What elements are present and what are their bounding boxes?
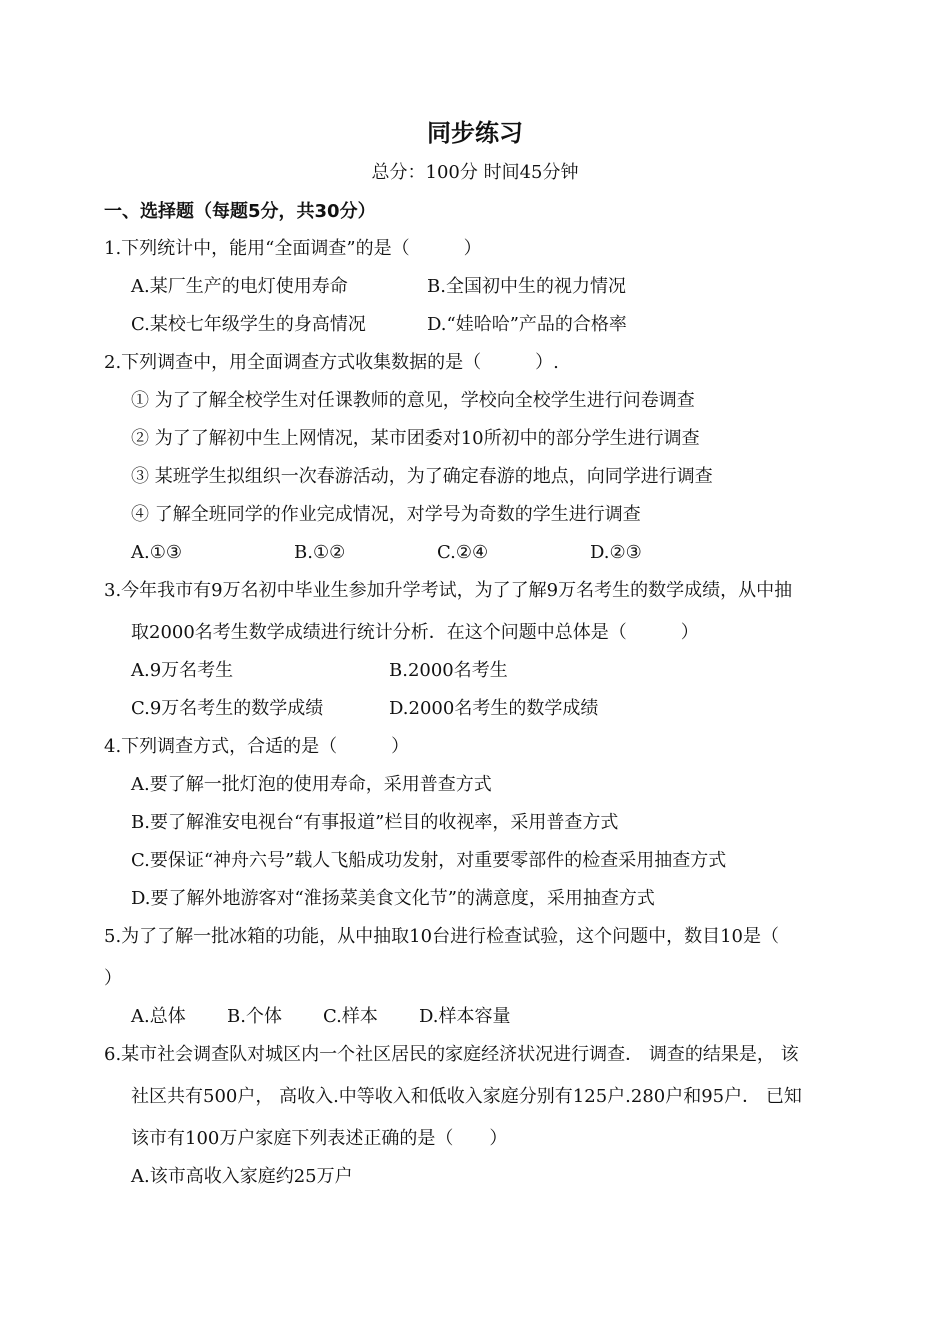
question-1-option-a: A.某厂生产的电灯使用寿命 [131,276,348,297]
question-2-statement-4: ④ 了解全班同学的作业完成情况，对学号为奇数的学生进行调查 [131,504,641,525]
question-4-option-c: C.要保证“神舟六号”载人飞船成功发射，对重要零部件的检查采用抽查方式 [131,850,727,871]
question-3-option-a: A.9万名考生 [131,660,234,681]
question-2-option-a: A.①③ [131,542,182,563]
question-2-option-b: B.①② [294,542,346,563]
question-3-option-c: C.9万名考生的数学成绩 [131,698,324,719]
question-4-option-b: B.要了解淮安电视台“有事报道”栏目的收视率，采用普查方式 [131,812,619,833]
question-5-option-c: C.样本 [323,1006,378,1027]
question-2-option-c: C.②④ [437,542,489,563]
question-2-statement-3: ③ 某班学生拟组织一次春游活动，为了确定春游的地点，向同学进行调查 [131,466,713,487]
question-2-statement-1: ① 为了了解全校学生对任课教师的意见，学校向全校学生进行问卷调查 [131,390,695,411]
question-2-stem: 2.下列调查中，用全面调查方式收集数据的是（ ）. [104,352,559,373]
question-5-stem-line-2: ） [104,968,122,989]
page-title: 同步练习 [427,119,523,147]
question-6-stem-line-3: 该市有100万户家庭下列表述正确的是（ ） [131,1128,508,1149]
question-4-stem: 4.下列调查方式，合适的是（ ） [104,736,410,757]
question-5-option-d: D.样本容量 [419,1006,511,1027]
section-heading: 一、选择题（每题5分，共30分） [104,201,376,222]
question-4-option-a: A.要了解一批灯泡的使用寿命，采用普查方式 [131,774,492,795]
question-5-option-a: A.总体 [131,1006,186,1027]
question-2-statement-2: ② 为了了解初中生上网情况，某市团委对10所初中的部分学生进行调查 [131,428,700,449]
question-3-option-b: B.2000名考生 [389,660,508,681]
question-6-stem-line-2: 社区共有500户， 高收入.中等收入和低收入家庭分别有125户.280户和95户． 已知 [131,1086,802,1107]
question-3-option-d: D.2000名考生的数学成绩 [389,698,599,719]
question-6-stem-line-1: 6.某市社会调查队对城区内一个社区居民的家庭经济状况进行调查． 调查的结果是， 该 [104,1044,799,1065]
question-3-stem-line-1: 3.今年我市有9万名初中毕业生参加升学考试，为了了解9万名考生的数学成绩，从中抽 [104,580,793,601]
question-6-option-a: A.该市高收入家庭约25万户 [131,1166,353,1187]
question-4-option-d: D.要了解外地游客对“淮扬菜美食文化节”的满意度，采用抽查方式 [131,888,655,909]
question-2-option-d: D.②③ [590,542,642,563]
question-5-stem-line-1: 5.为了了解一批冰箱的功能，从中抽取10台进行检查试验，这个问题中，数目10是（ [104,926,779,947]
question-1-stem: 1.下列统计中，能用“全面调查”的是（ ） [104,238,482,259]
question-5-option-b: B.个体 [227,1006,282,1027]
question-1-option-c: C.某校七年级学生的身高情况 [131,314,366,335]
question-3-stem-line-2: 取2000名考生数学成绩进行统计分析．在这个问题中总体是（ ） [131,622,699,643]
exam-info: 总分：100分 时间45分钟 [371,162,579,183]
question-1-option-b: B.全国初中生的视力情况 [427,276,626,297]
question-1-option-d: D.“娃哈哈”产品的合格率 [427,314,627,335]
